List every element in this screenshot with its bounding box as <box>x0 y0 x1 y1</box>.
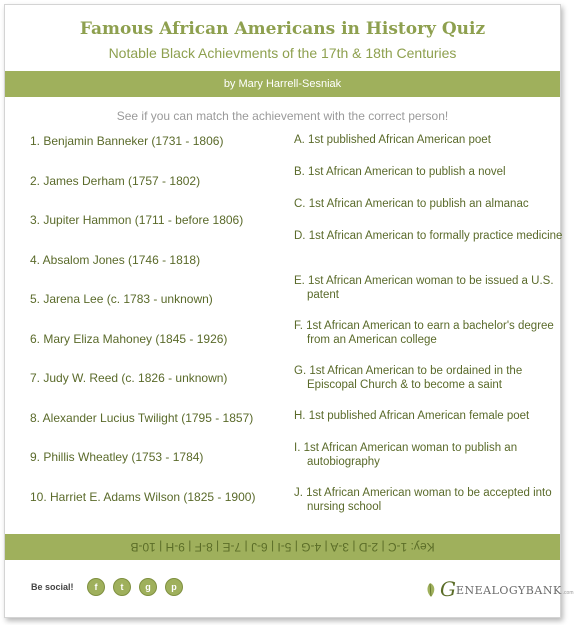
twitter-icon[interactable]: t <box>113 578 131 596</box>
person-item: 5. Jarena Lee (c. 1783 - unknown) <box>30 292 213 306</box>
google-plus-icon[interactable]: g <box>139 578 157 596</box>
achievement-item: H. 1st published African American female poet <box>294 410 530 422</box>
pinterest-icon[interactable]: p <box>165 578 183 596</box>
logo-initial: G <box>440 577 456 601</box>
instructions: See if you can match the achievement with the correct person! <box>116 109 449 123</box>
achievement-item: B. 1st African American to publish a novel <box>294 166 506 178</box>
byline: by Mary Harrell-Sesniak <box>223 78 342 90</box>
achievement-item: J. 1st African American woman to be accepted into nursing school <box>294 487 552 513</box>
genealogybank-logo[interactable] <box>421 579 574 599</box>
achievement-item: F. 1st African American to earn a bachelor's degree from an American college <box>294 320 554 346</box>
achievement-item: A. 1st published African American poet <box>294 134 491 146</box>
achievement-item: C. 1st African American to publish an almanac <box>294 198 529 210</box>
social-icons <box>87 578 183 596</box>
achievement-item: I. 1st African American woman to publish an autobiography <box>294 442 518 468</box>
person-item: 10. Harriet E. Adams Wilson (1825 - 1900) <box>30 490 256 504</box>
achievement-item: G. 1st African American to be ordained in the Episcopal Church & to become a saint <box>294 365 523 391</box>
social-label: Be social! <box>31 582 74 592</box>
byline-bar <box>5 71 560 97</box>
quiz-card <box>4 4 574 618</box>
person-item: 8. Alexander Lucius Twilight (1795 - 1857) <box>30 411 254 425</box>
facebook-icon[interactable]: f <box>87 578 105 596</box>
person-item: 2. James Derham (1757 - 1802) <box>30 174 201 188</box>
leaf-icon <box>421 581 439 599</box>
person-item: 3. Jupiter Hammon (1711 - before 1806) <box>30 213 244 227</box>
person-item: 6. Mary Eliza Mahoney (1845 - 1926) <box>30 332 228 346</box>
person-item: 4. Absalom Jones (1746 - 1818) <box>30 253 201 267</box>
person-item: 1. Benjamin Banneker (1731 - 1806) <box>30 134 224 148</box>
logo-wordmark: ENEALOGYBANK <box>455 584 562 597</box>
achievement-item: E. 1st African American woman to be issued a U.S. patent <box>294 275 554 301</box>
answer-key: Key: 1-C | 2-D | 3-A | 4-G | 5-I | 6-J | 7-E | 8-F | 9-H | 10-B <box>130 540 435 554</box>
quiz-subtitle: Notable Black Achievments of the 17th & 18th Centuries <box>108 45 457 61</box>
answer-key-bar <box>5 534 560 560</box>
logo-tld: .com <box>562 590 574 596</box>
achievement-item: D. 1st African American to formally practice medicine <box>294 230 563 242</box>
quiz-title: Famous African Americans in History Quiz <box>79 19 486 39</box>
person-item: 7. Judy W. Reed (c. 1826 - unknown) <box>30 371 228 385</box>
person-item: 9. Phillis Wheatley (1753 - 1784) <box>30 450 204 464</box>
